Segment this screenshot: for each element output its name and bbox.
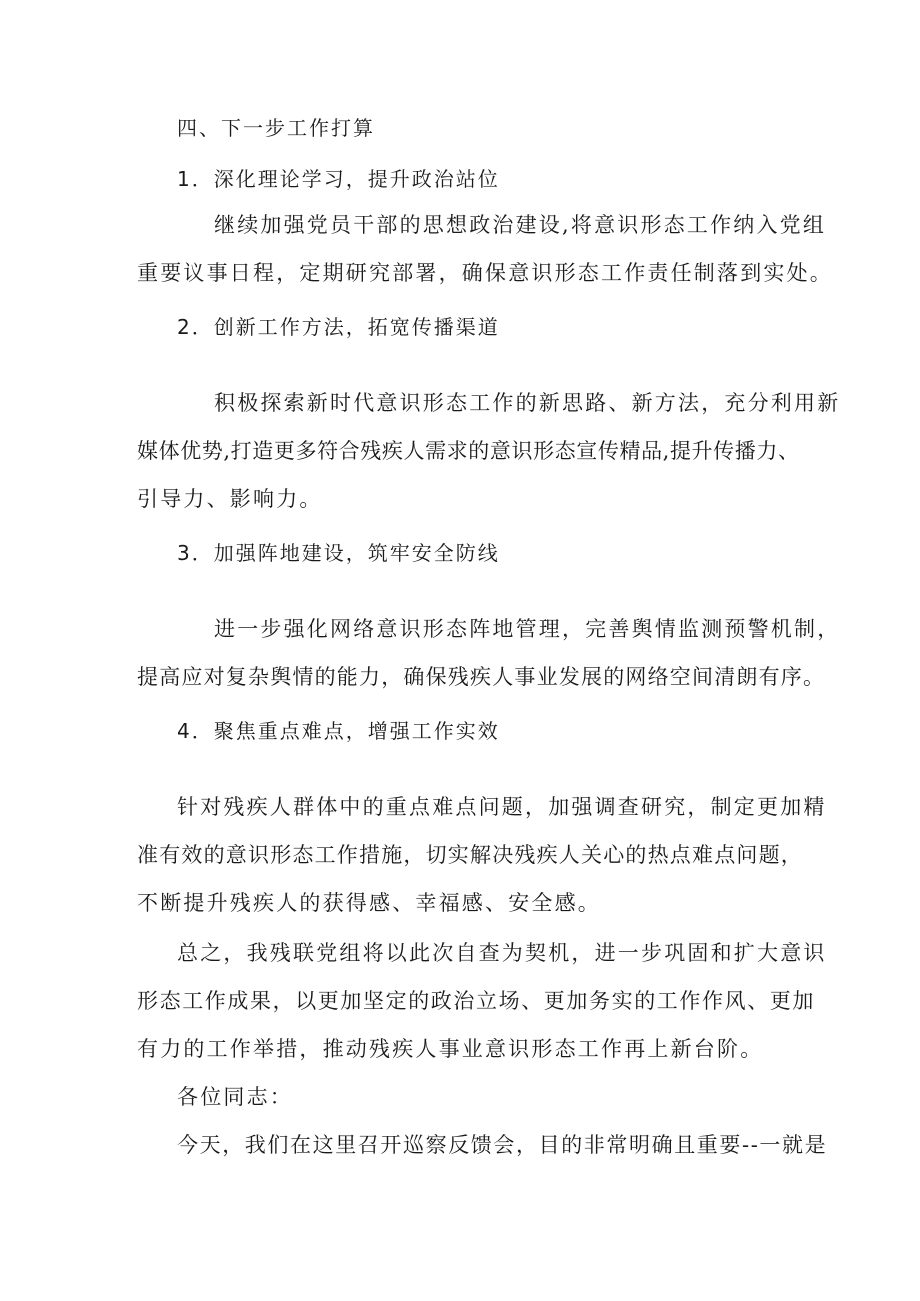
item-4-line-3: 不断提升残疾人的获得感、幸福感、安全感。 bbox=[137, 891, 601, 915]
item-1-line-2: 重要议事日程，定期研究部署，确保意识形态工作责任制落到实处。 bbox=[137, 261, 833, 285]
conclusion-line-3: 有力的工作举措，推动残疾人事业意识形态工作再上新台阶。 bbox=[137, 1037, 764, 1061]
item-1-heading: 1．深化理论学习，提升政治站位 bbox=[177, 167, 500, 191]
item-3-line-2: 提高应对复杂舆情的能力，确保残疾人事业发展的网络空间清朗有序。 bbox=[137, 665, 826, 689]
item-1-line-1: 继续加强党员干部的思想政治建设,将意识形态工作纳入党组 bbox=[214, 213, 827, 237]
item-2-line-2: 媒体优势,打造更多符合残疾人需求的意识形态宣传精品,提升传播力、 bbox=[137, 439, 800, 463]
item-4-heading: 4．聚焦重点难点，增强工作实效 bbox=[177, 719, 500, 743]
item-4-line-2: 准有效的意识形态工作措施，切实解决残疾人关心的热点难点问题， bbox=[137, 843, 803, 867]
salutation: 各位同志： bbox=[177, 1085, 293, 1109]
section-title: 四、下一步工作打算 bbox=[177, 116, 375, 140]
opening-line: 今天，我们在这里召开巡察反馈会，目的非常明确且重要--一就是 bbox=[177, 1133, 828, 1157]
item-4-line-1: 针对残疾人群体中的重点难点问题，加强调查研究，制定更加精 bbox=[177, 795, 827, 819]
item-2-line-3: 引导力、影响力。 bbox=[137, 487, 323, 511]
conclusion-line-2: 形态工作成果，以更加坚定的政治立场、更加务实的工作作风、更加 bbox=[137, 989, 815, 1013]
item-2-heading: 2．创新工作方法，拓宽传播渠道 bbox=[177, 315, 500, 339]
item-2-line-1: 积极探索新时代意识形态工作的新思路、新方法，充分利用新 bbox=[214, 391, 841, 415]
conclusion-line-1: 总之，我残联党组将以此次自查为契机，进一步巩固和扩大意识 bbox=[177, 941, 827, 965]
item-3-heading: 3．加强阵地建设，筑牢安全防线 bbox=[177, 541, 500, 565]
item-3-line-1: 进一步强化网络意识形态阵地管理，完善舆情监测预警机制， bbox=[214, 617, 841, 641]
